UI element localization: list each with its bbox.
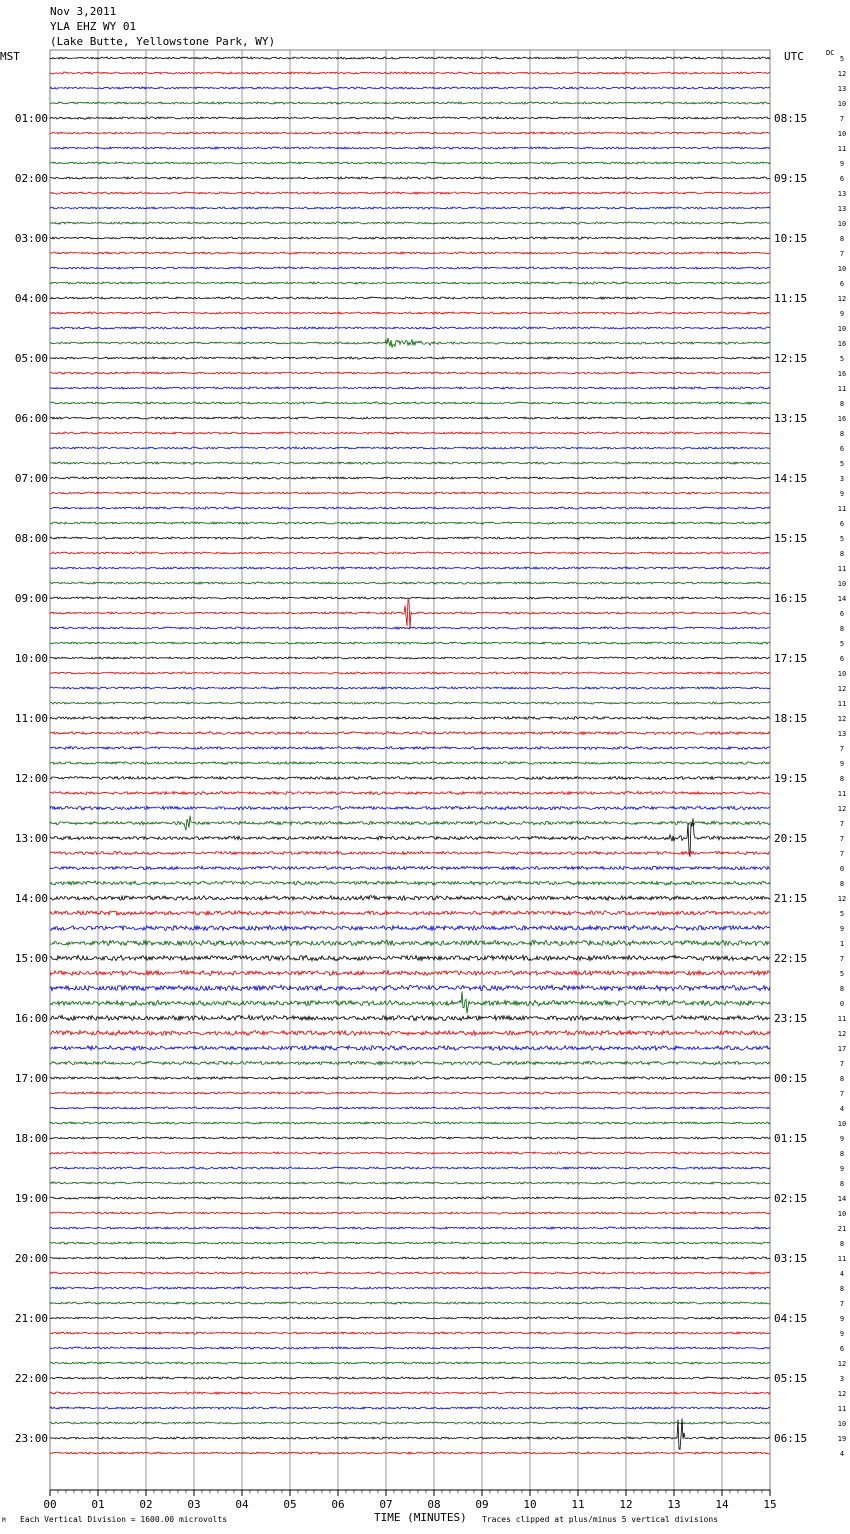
dc-offset-value: 8	[839, 985, 845, 993]
seismic-trace	[50, 702, 770, 704]
x-tick-label: 05	[283, 1498, 297, 1511]
seismic-trace	[50, 1347, 770, 1349]
right-hour-label: 02:15	[774, 1192, 808, 1205]
seismic-trace	[50, 177, 770, 179]
x-tick-label: 12	[619, 1498, 633, 1511]
seismic-trace	[50, 1077, 770, 1080]
seismic-trace	[50, 507, 770, 509]
dc-offset-value: 5	[839, 910, 845, 918]
seismic-trace	[50, 552, 770, 554]
dc-offset-value: 8	[839, 1240, 845, 1248]
dc-offset-value: 9	[839, 1330, 845, 1338]
record-date: Nov 3,2011	[50, 5, 117, 18]
seismic-trace	[50, 1197, 770, 1199]
x-tick-label: 10	[523, 1498, 537, 1511]
dc-offset-value: 12	[837, 895, 847, 903]
dc-offset-value: 11	[837, 145, 847, 153]
right-hour-label: 12:15	[774, 352, 808, 365]
dc-offset-value: 10	[837, 265, 847, 273]
dc-offset-value: 7	[839, 1300, 845, 1308]
dc-offset-value: 9	[839, 160, 845, 168]
seismic-trace	[50, 357, 770, 359]
dc-offset-value: 8	[839, 625, 845, 633]
seismic-trace	[50, 477, 770, 479]
left-hour-label: 14:00	[14, 892, 48, 905]
dc-offset-value: 6	[839, 520, 845, 528]
dc-offset-value: 10	[837, 1210, 847, 1218]
seismic-trace	[50, 1407, 770, 1409]
left-hour-label: 01:00	[14, 112, 48, 125]
dc-offset-value: 8	[839, 235, 845, 243]
dc-offset-value: 11	[837, 565, 847, 573]
dc-offset-value: 6	[839, 280, 845, 288]
dc-offset-value: 19	[837, 1435, 847, 1443]
right-hour-label: 01:15	[774, 1132, 808, 1145]
dc-offset-value: 9	[839, 1135, 845, 1143]
left-hour-label: 03:00	[14, 232, 48, 245]
dc-offset-value: 12	[837, 715, 847, 723]
seismic-trace	[50, 687, 770, 689]
dc-offset-value: 8	[839, 880, 845, 888]
seismic-trace	[50, 970, 770, 975]
dc-offset-value: 13	[837, 85, 847, 93]
scale-note: Each Vertical Division = 1600.00 microvolts	[20, 1515, 228, 1524]
dc-offset-value: 13	[837, 730, 847, 738]
seismic-trace	[50, 222, 770, 224]
seismic-trace	[50, 1227, 770, 1229]
seismic-trace	[50, 1212, 770, 1214]
dc-offset-value: 7	[839, 835, 845, 843]
station-code: YLA EHZ WY 01	[50, 20, 137, 33]
right-hour-label: 19:15	[774, 772, 808, 785]
seismic-trace	[50, 192, 770, 194]
x-tick-label: 14	[715, 1498, 729, 1511]
seismic-trace	[50, 447, 770, 449]
seismic-trace	[50, 432, 770, 434]
dc-offset-value: 11	[837, 1405, 847, 1413]
dc-offset-value: 0	[839, 865, 845, 873]
right-hour-label: 05:15	[774, 1372, 808, 1385]
clip-note: Traces clipped at plus/minus 5 vertical divisions	[482, 1515, 719, 1524]
seismic-trace	[50, 762, 770, 765]
x-tick-label: 02	[139, 1498, 153, 1511]
seismic-trace	[50, 955, 770, 960]
dc-offset-value: 13	[837, 205, 847, 213]
dc-offset-value: 9	[839, 490, 845, 498]
dc-offset-value: 21	[837, 1225, 847, 1233]
dc-offset-value: 12	[837, 1030, 847, 1038]
left-hour-label: 07:00	[14, 472, 48, 485]
x-tick-label: 11	[571, 1498, 585, 1511]
right-hour-label: 11:15	[774, 292, 808, 305]
seismic-trace	[50, 851, 770, 854]
station-location: (Lake Butte, Yellowstone Park, WY)	[50, 35, 276, 48]
seismic-trace	[50, 1242, 770, 1244]
right-hour-label: 04:15	[774, 1312, 808, 1325]
x-axis-title: TIME (MINUTES)	[374, 1511, 467, 1524]
seismic-trace	[50, 1257, 770, 1259]
left-hour-label: 18:00	[14, 1132, 48, 1145]
seismic-trace	[50, 657, 770, 659]
dc-offset-value: 16	[837, 340, 847, 348]
seismic-trace	[50, 1452, 770, 1454]
right-hour-label: 13:15	[774, 412, 808, 425]
seismic-trace	[50, 417, 770, 419]
x-tick-label: 04	[235, 1498, 249, 1511]
seismic-trace	[50, 1332, 770, 1334]
seismic-trace	[50, 747, 770, 750]
seismic-trace	[50, 252, 770, 254]
seismic-trace	[50, 1287, 770, 1289]
right-hour-label: 23:15	[774, 1012, 808, 1025]
seismic-trace	[50, 338, 770, 348]
seismic-trace	[50, 642, 770, 644]
seismic-trace	[50, 522, 770, 524]
seismic-trace	[50, 537, 770, 539]
right-hour-label: 03:15	[774, 1252, 808, 1265]
right-hour-label: 18:15	[774, 712, 808, 725]
seismic-trace	[50, 1317, 770, 1319]
dc-offset-value: 8	[839, 1150, 845, 1158]
dc-offset-value: 12	[837, 805, 847, 813]
dc-offset-value: 7	[839, 1090, 845, 1098]
left-hour-label: 15:00	[14, 952, 48, 965]
seismic-trace	[50, 597, 770, 599]
dc-offset-value: 5	[839, 355, 845, 363]
seismic-trace	[50, 672, 770, 674]
dc-offset-value: 10	[837, 670, 847, 678]
seismic-trace	[50, 1046, 770, 1051]
seismic-trace	[50, 1182, 770, 1184]
corner-mark: M	[2, 1517, 6, 1524]
dc-offset-value: 7	[839, 820, 845, 828]
left-hour-label: 23:00	[14, 1432, 48, 1445]
seismic-trace	[50, 117, 770, 119]
seismic-trace	[50, 237, 770, 239]
right-hour-label: 14:15	[774, 472, 808, 485]
dc-offset-value: 6	[839, 1345, 845, 1353]
seismic-trace	[50, 911, 770, 916]
dc-offset-value: 16	[837, 415, 847, 423]
dc-offset-value: 8	[839, 1180, 845, 1188]
seismic-trace	[50, 372, 770, 374]
seismic-trace	[50, 312, 770, 314]
seismic-trace	[50, 991, 770, 1013]
dc-offset-value: 8	[839, 775, 845, 783]
dc-offset-value: 9	[839, 760, 845, 768]
dc-offset-value: 7	[839, 850, 845, 858]
seismic-trace	[50, 1152, 770, 1154]
dc-offset-value: 4	[839, 1450, 845, 1458]
dc-offset-value: 5	[839, 970, 845, 978]
dc-offset-value: 5	[839, 55, 845, 63]
dc-offset-value: 8	[839, 430, 845, 438]
x-tick-label: 08	[427, 1498, 441, 1511]
dc-offset-value: 3	[839, 1375, 845, 1383]
dc-offset-value: 1	[839, 940, 845, 948]
x-tick-label: 06	[331, 1498, 345, 1511]
seismic-trace	[50, 1015, 770, 1020]
dc-offset-value: 13	[837, 190, 847, 198]
seismic-trace	[50, 387, 770, 389]
seismic-trace	[50, 925, 770, 930]
seismic-trace	[50, 1362, 770, 1364]
seismic-trace	[50, 896, 770, 901]
seismic-trace	[50, 985, 770, 991]
x-tick-label: 01	[91, 1498, 105, 1511]
dc-offset-value: 17	[837, 1045, 847, 1053]
left-hour-label: 08:00	[14, 532, 48, 545]
seismic-trace	[50, 1377, 770, 1379]
dc-offset-value: 11	[837, 1015, 847, 1023]
left-hour-label: 05:00	[14, 352, 48, 365]
right-hour-label: 17:15	[774, 652, 808, 665]
dc-offset-value: 4	[839, 1270, 845, 1278]
dc-offset-value: 8	[839, 400, 845, 408]
dc-offset-value: 14	[837, 1195, 847, 1203]
dc-offset-value: 7	[839, 745, 845, 753]
dc-offset-value: 6	[839, 610, 845, 618]
dc-offset-value: 10	[837, 325, 847, 333]
seismic-trace	[50, 102, 770, 104]
dc-offset-value: 5	[839, 640, 845, 648]
left-hour-label: 19:00	[14, 1192, 48, 1205]
dc-offset-value: 14	[837, 595, 847, 603]
dc-offset-value: 6	[839, 175, 845, 183]
right-hour-label: 00:15	[774, 1072, 808, 1085]
right-timezone-label: UTC	[784, 50, 804, 63]
seismic-trace	[50, 1167, 770, 1169]
x-tick-label: 07	[379, 1498, 393, 1511]
right-hour-label: 15:15	[774, 532, 808, 545]
left-hour-label: 11:00	[14, 712, 48, 725]
left-timezone-label: MST	[0, 50, 20, 63]
dc-offset-value: 8	[839, 1075, 845, 1083]
dc-offset-value: 12	[837, 1390, 847, 1398]
seismic-trace	[50, 162, 770, 164]
seismic-trace	[50, 1107, 770, 1109]
dc-offset-value: 11	[837, 1255, 847, 1263]
left-hour-label: 17:00	[14, 1072, 48, 1085]
dc-offset-value: 9	[839, 925, 845, 933]
seismic-trace	[50, 731, 770, 734]
seismic-trace	[50, 600, 770, 629]
seismic-trace	[50, 297, 770, 299]
dc-offset-value: 8	[839, 1285, 845, 1293]
seismic-trace	[50, 327, 770, 329]
dc-offset-value: 7	[839, 250, 845, 258]
seismic-trace	[50, 806, 770, 810]
x-tick-label: 09	[475, 1498, 489, 1511]
seismic-trace	[50, 1302, 770, 1304]
seismic-trace	[50, 1137, 770, 1139]
seismic-trace	[50, 132, 770, 134]
seismic-trace	[50, 1030, 770, 1035]
seismic-trace	[50, 57, 770, 59]
seismic-trace	[50, 402, 770, 404]
dc-offset-value: 7	[839, 955, 845, 963]
seismic-trace	[50, 717, 770, 720]
seismic-trace	[50, 87, 770, 89]
x-tick-label: 13	[667, 1498, 681, 1511]
right-hour-label: 09:15	[774, 172, 808, 185]
seismic-trace	[50, 147, 770, 149]
dc-offset-header: DC	[826, 49, 835, 57]
x-tick-label: 03	[187, 1498, 201, 1511]
dc-offset-value: 12	[837, 1360, 847, 1368]
seismic-trace	[50, 282, 770, 284]
dc-offset-value: 6	[839, 655, 845, 663]
dc-offset-value: 12	[837, 685, 847, 693]
left-hour-label: 16:00	[14, 1012, 48, 1025]
seismic-trace	[50, 881, 770, 885]
left-hour-label: 06:00	[14, 412, 48, 425]
right-hour-label: 20:15	[774, 832, 808, 845]
seismic-trace	[50, 1422, 770, 1424]
seismic-trace	[50, 567, 770, 569]
dc-offset-value: 5	[839, 460, 845, 468]
seismic-trace	[50, 1418, 770, 1449]
dc-offset-value: 10	[837, 1420, 847, 1428]
seismic-trace	[50, 582, 770, 584]
dc-offset-value: 12	[837, 70, 847, 78]
dc-offset-value: 11	[837, 700, 847, 708]
seismic-trace	[50, 267, 770, 269]
dc-offset-value: 10	[837, 220, 847, 228]
seismic-trace	[50, 1122, 770, 1124]
seismic-trace	[50, 1272, 770, 1274]
dc-offset-value: 10	[837, 580, 847, 588]
right-hour-label: 10:15	[774, 232, 808, 245]
dc-offset-value: 7	[839, 115, 845, 123]
seismic-trace	[50, 72, 770, 74]
right-hour-label: 16:15	[774, 592, 808, 605]
left-hour-label: 21:00	[14, 1312, 48, 1325]
right-hour-label: 08:15	[774, 112, 808, 125]
seismic-trace	[50, 816, 770, 830]
dc-offset-value: 8	[839, 550, 845, 558]
dc-offset-value: 4	[839, 1105, 845, 1113]
dc-offset-value: 6	[839, 445, 845, 453]
left-hour-label: 02:00	[14, 172, 48, 185]
seismic-trace	[50, 492, 770, 494]
dc-offset-value: 0	[839, 1000, 845, 1008]
seismic-trace	[50, 1392, 770, 1394]
right-hour-label: 06:15	[774, 1432, 808, 1445]
seismic-trace	[50, 776, 770, 779]
seismic-trace	[50, 791, 770, 794]
left-hour-label: 10:00	[14, 652, 48, 665]
dc-offset-value: 10	[837, 130, 847, 138]
left-hour-label: 12:00	[14, 772, 48, 785]
dc-offset-value: 10	[837, 1120, 847, 1128]
left-hour-label: 09:00	[14, 592, 48, 605]
seismic-trace	[50, 1092, 770, 1095]
dc-offset-value: 9	[839, 1315, 845, 1323]
seismic-trace	[50, 462, 770, 464]
dc-offset-value: 9	[839, 1165, 845, 1173]
seismic-trace	[50, 940, 770, 946]
x-tick-label: 15	[763, 1498, 777, 1511]
left-hour-label: 13:00	[14, 832, 48, 845]
seismic-trace	[50, 1061, 770, 1065]
seismic-trace	[50, 866, 770, 870]
x-tick-label: 00	[43, 1498, 57, 1511]
dc-offset-value: 16	[837, 370, 847, 378]
seismic-trace	[50, 207, 770, 209]
left-hour-label: 04:00	[14, 292, 48, 305]
dc-offset-value: 10	[837, 100, 847, 108]
left-hour-label: 20:00	[14, 1252, 48, 1265]
dc-offset-value: 7	[839, 1060, 845, 1068]
dc-offset-value: 5	[839, 535, 845, 543]
dc-offset-value: 3	[839, 475, 845, 483]
right-hour-label: 21:15	[774, 892, 808, 905]
left-hour-label: 22:00	[14, 1372, 48, 1385]
dc-offset-value: 9	[839, 310, 845, 318]
dc-offset-value: 11	[837, 505, 847, 513]
dc-offset-value: 12	[837, 295, 847, 303]
right-hour-label: 22:15	[774, 952, 808, 965]
dc-offset-value: 11	[837, 790, 847, 798]
dc-offset-value: 11	[837, 385, 847, 393]
